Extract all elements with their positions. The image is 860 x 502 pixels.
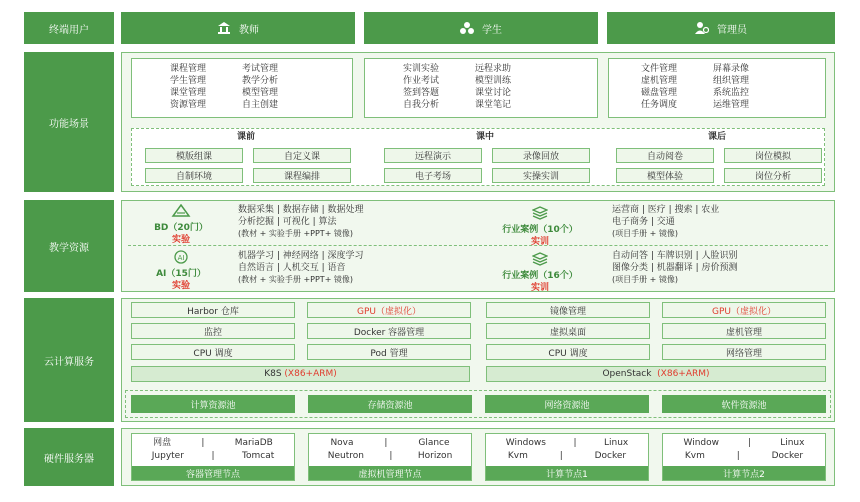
phase-item: 模型体验: [616, 168, 714, 183]
bd-line1: 数据采集 | 数据存储 | 数据处理: [238, 205, 364, 215]
func-item: 系统监控: [713, 88, 750, 98]
hw-item: |: [201, 438, 205, 448]
ai-line1: 机器学习 | 神经网络 | 深度学习: [238, 251, 364, 261]
ai-tag: 实验: [171, 281, 190, 291]
func-item: 课堂管理: [170, 88, 207, 98]
hw-item: Windows: [505, 438, 546, 448]
role-admin-label: 管理员: [717, 24, 747, 36]
hw-node-name: 容器管理节点: [132, 466, 294, 480]
phase-item: 自动阅卷: [616, 148, 714, 163]
ai-line2: 自然语言 | 人机交互 | 语音: [238, 263, 346, 273]
case1-line2: 电子商务 | 交通: [612, 217, 675, 227]
ai-icon: [173, 250, 189, 264]
hw-node-name: 虚拟机管理节点: [309, 466, 471, 480]
teacher-functions: [131, 58, 353, 118]
hw-node: [308, 433, 472, 481]
students-icon: [460, 21, 474, 35]
func-row: [403, 99, 597, 111]
func-item: 教学分析: [242, 76, 279, 86]
case1-line1: 运营商 | 医疗 | 搜索 | 农业: [612, 205, 720, 215]
bd-title: BD（20门）: [154, 223, 208, 233]
case1-line3: (项目手册 + 镜像): [612, 229, 679, 238]
role-student-label: 学生: [482, 24, 502, 36]
case2-line3: (项目手册 + 镜像): [612, 275, 679, 284]
hw-row: [486, 437, 648, 449]
func-row: [641, 87, 825, 99]
phase-item: 自定义课: [253, 148, 351, 163]
cloud-item: Docker 容器管理: [307, 323, 471, 339]
openstack-label: OpenStack: [602, 369, 652, 379]
func-item: 作业考试: [403, 76, 440, 86]
ai-line3: (教材 + 实验手册 +PPT+ 镜像): [238, 275, 354, 284]
phase-item: 自制环境: [145, 168, 243, 183]
func-item: 远程求助: [475, 64, 512, 74]
openstack-tag: (X86+ARM): [657, 369, 710, 379]
case2-line2: 图像分类 | 机器翻译 | 房价预测: [612, 263, 738, 273]
func-item: 课堂笔记: [475, 100, 512, 110]
func-item: 屏幕录像: [713, 64, 750, 74]
func-item: 实训实验: [403, 64, 440, 74]
hw-row: [132, 437, 294, 449]
phase-title: 课后: [707, 132, 726, 142]
hw-row: [663, 437, 825, 449]
phase-item: 模版组课: [145, 148, 243, 163]
hw-item: Glance: [418, 438, 450, 448]
cloud-item: 虚机管理: [662, 323, 826, 339]
hw-item: |: [736, 451, 740, 461]
hw-item: Linux: [603, 438, 629, 448]
cloud-item: GPU（虚拟化）: [662, 302, 826, 318]
func-row: [403, 63, 597, 75]
role-admin: [607, 12, 835, 44]
admin-functions: [608, 58, 826, 118]
case1-title: 行业案例（10个）: [502, 225, 578, 235]
func-item: 签到答题: [403, 88, 440, 98]
func-item: 学生管理: [170, 76, 207, 86]
res-label: 教学资源: [24, 200, 114, 292]
hw-label: 硬件服务器: [24, 428, 114, 486]
hw-item: 网盘: [153, 438, 172, 448]
layers-icon: [532, 252, 548, 266]
bd-line3: (教材 + 实验手册 +PPT+ 镜像): [238, 229, 354, 238]
bd-icon: [171, 204, 191, 218]
func-item: 资源管理: [170, 100, 207, 110]
func-item: 组织管理: [713, 76, 750, 86]
hw-item: Jupyter: [151, 451, 184, 461]
resource-pool: 计算资源池: [131, 395, 295, 413]
hw-item: |: [748, 438, 752, 448]
func-row: [641, 99, 825, 111]
cloud-item: CPU 调度: [131, 344, 295, 360]
hw-row: [309, 450, 471, 462]
role-student: [364, 12, 598, 44]
resource-pool: 网络资源池: [485, 395, 649, 413]
hw-row: [663, 450, 825, 462]
hw-item: Linux: [780, 438, 805, 448]
hw-item: |: [389, 451, 393, 461]
case2-title: 行业案例（16个）: [502, 271, 578, 281]
hw-item: MariaDB: [234, 438, 273, 448]
k8s-tag: (X86+ARM): [284, 369, 337, 379]
func-item: 自主创建: [242, 100, 279, 110]
func-item: 课程管理: [170, 64, 207, 74]
func-row: [170, 87, 352, 99]
bd-tag: 实验: [171, 235, 190, 245]
case2-tag: 实训: [530, 283, 549, 293]
teacher-icon: [217, 21, 231, 35]
hw-item: Nova: [330, 438, 354, 448]
bd-topics: [238, 204, 468, 240]
phase-item: 实操实训: [492, 168, 590, 183]
phase-title: 课中: [475, 132, 494, 142]
resource-pool: 存储资源池: [308, 395, 472, 413]
svg-text:AI: AI: [177, 254, 185, 262]
func-row: [403, 75, 597, 87]
cloud-item: GPU（虚拟化）: [307, 302, 471, 318]
case1-topics: [612, 204, 828, 240]
roles-label: 终端用户: [24, 12, 114, 44]
hw-item: Kvm: [684, 451, 705, 461]
hw-node-name: 计算节点2: [663, 466, 825, 480]
bd-course: [134, 203, 228, 243]
hw-node: [662, 433, 826, 481]
func-row: [170, 63, 352, 75]
func-row: [403, 87, 597, 99]
ai-course: [134, 249, 228, 289]
ai-title: AI（15门）: [156, 269, 206, 279]
resource-pool: 软件资源池: [662, 395, 826, 413]
cloud-item: 网络管理: [662, 344, 826, 360]
role-teacher: [121, 12, 355, 44]
hw-item: |: [559, 451, 563, 461]
cloud-item: Harbor 仓库: [131, 302, 295, 318]
func-item: 运维管理: [713, 100, 750, 110]
func-row: [170, 75, 352, 87]
hw-item: Window: [683, 438, 720, 448]
hw-row: [486, 450, 648, 462]
func-item: 自我分析: [403, 100, 440, 110]
func-row: [170, 99, 352, 111]
layers-icon: [532, 206, 548, 220]
k8s-label: K8S: [264, 369, 282, 379]
func-row: [641, 63, 825, 75]
bd-line2: 分析挖掘 | 可视化 | 算法: [238, 217, 337, 227]
phase-item: 电子考场: [384, 168, 482, 183]
hw-item: Kvm: [507, 451, 528, 461]
hw-row: [309, 437, 471, 449]
func-item: 模型训练: [475, 76, 512, 86]
openstack-bar: [486, 366, 826, 382]
hw-node: [131, 433, 295, 481]
case2-line1: 自动问答 | 车牌识别 | 人脸识别: [612, 251, 738, 261]
hw-item: |: [573, 438, 577, 448]
cloud-label: 云计算服务: [24, 298, 114, 422]
cloud-item: CPU 调度: [486, 344, 650, 360]
hw-node-name: 计算节点1: [486, 466, 648, 480]
hw-item: |: [384, 438, 388, 448]
case1-tag: 实训: [530, 237, 549, 247]
role-teacher-label: 教师: [239, 24, 259, 36]
func-item: 任务调度: [641, 100, 678, 110]
cloud-item: Pod 管理: [307, 344, 471, 360]
cloud-item: 监控: [131, 323, 295, 339]
student-functions: [364, 58, 598, 118]
case2-topics: [612, 250, 828, 286]
phase-item: 岗位分析: [724, 168, 822, 183]
hw-item: Docker: [594, 451, 627, 461]
func-item: 虚机管理: [641, 76, 678, 86]
res-divider: [128, 245, 828, 246]
k8s-bar: [131, 366, 470, 382]
func-item: 模型管理: [242, 88, 279, 98]
cloud-item: 镜像管理: [486, 302, 650, 318]
func-row: [641, 75, 825, 87]
hw-item: Tomcat: [242, 451, 275, 461]
func-item: 课堂讨论: [475, 88, 512, 98]
phase-item: 远程演示: [384, 148, 482, 163]
hw-row: [132, 450, 294, 462]
case1: [485, 205, 595, 247]
hw-item: Neutron: [327, 451, 364, 461]
phase-item: 课程编排: [253, 168, 351, 183]
hw-node: [485, 433, 649, 481]
func-item: 文件管理: [641, 64, 678, 74]
hw-item: |: [211, 451, 215, 461]
phase-item: 录像回放: [492, 148, 590, 163]
admin-icon: [695, 21, 709, 35]
hw-item: Docker: [771, 451, 804, 461]
phase-title: 课前: [236, 132, 255, 142]
func-item: 考试管理: [242, 64, 279, 74]
func-label: 功能场景: [24, 52, 114, 192]
ai-topics: [238, 250, 468, 286]
cloud-item: 虚拟桌面: [486, 323, 650, 339]
func-item: 磁盘管理: [641, 88, 678, 98]
case2: [485, 251, 595, 293]
phase-item: 岗位模拟: [724, 148, 822, 163]
hw-item: Horizon: [417, 451, 453, 461]
